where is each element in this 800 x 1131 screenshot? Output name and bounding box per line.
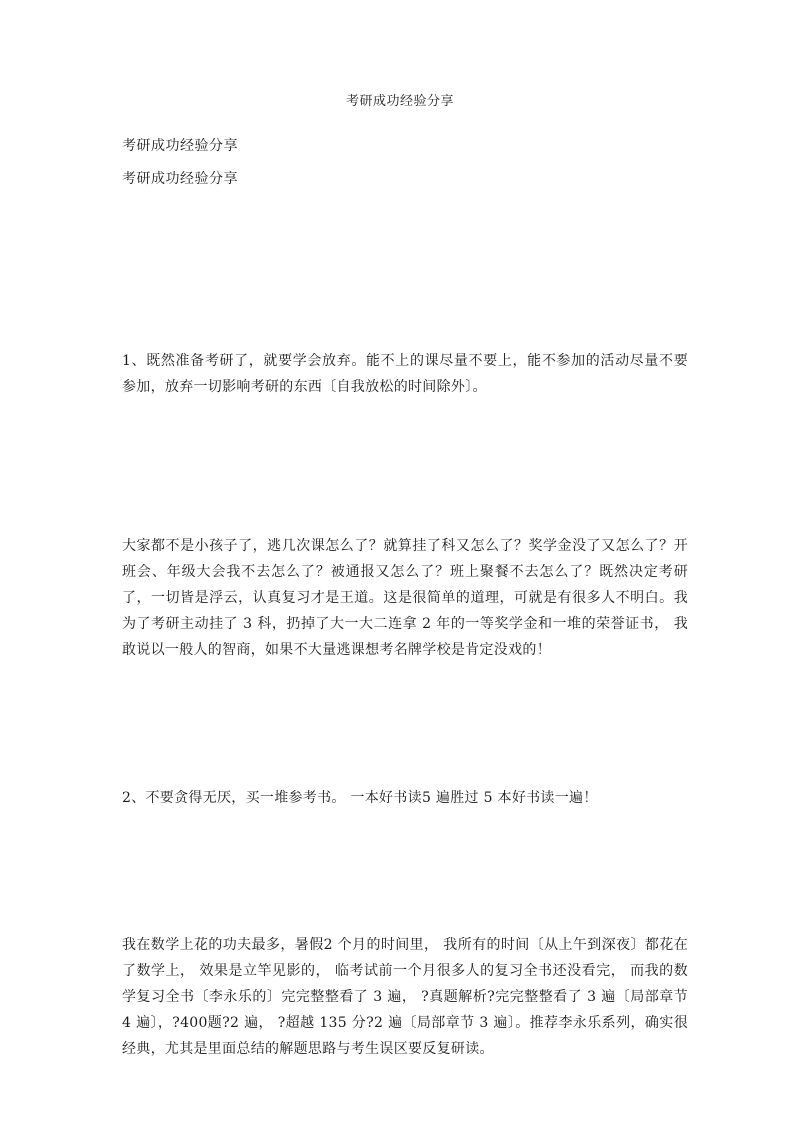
document-title: 考研成功经验分享: [345, 94, 454, 109]
paragraph-2: 大家都不是小孩子了，逃几次课怎么了？就算挂了科又怎么了？奖学金没了又怎么了？开班会、年级大会我不去怎么了？被通报又怎么了？班上聚餐不去怎么了？既然决定考研了，一切皆是浮云，认真复习才是王道。这是很简单的道理，可就是有很多人不明白。我为了考研主动挂了 3 科，扔掉了大一大二连拿 2 年的一等奖学金和一堆的荣誉证书， 我敢说以一般人的智商，如果不大量逃课想考名牌学校是肯定没戏的！: [122, 538, 688, 658]
paragraph-3: 2、不要贪得无厌，买一堆参考书。 一本好书读5 遍胜过 5 本好书读一遍！: [122, 790, 598, 806]
paragraph-4: 我在数学上花的功夫最多，暑假2 个月的时间里， 我所有的时间〔从上午到深夜〕都花在了数学上， 效果是立竿见影的， 临考试前一个月很多人的复习全书还没看完， 而我的数学复习全书〔李永乐的〕完完整整看了 3 遍， ?真题解析?完完整整看了 3 遍〔局部章节 4 遍〕，?400题?2 遍， ?超越 135 分?2 遍〔局部章节 3 遍〕。推荐李永乐系列，确实很经典，尤其是里面总结的解题思路与考生误区要反复研读。: [122, 937, 688, 1057]
document-subtitle-1: 考研成功经验分享: [122, 138, 238, 154]
document-subtitle-2: 考研成功经验分享: [122, 171, 238, 187]
paragraph-1: 1、既然准备考研了，就要学会放弃。能不上的课尽量不要上，能不参加的活动尽量不要参加，放弃一切影响考研的东西〔自我放松的时间除外〕。: [122, 353, 688, 395]
